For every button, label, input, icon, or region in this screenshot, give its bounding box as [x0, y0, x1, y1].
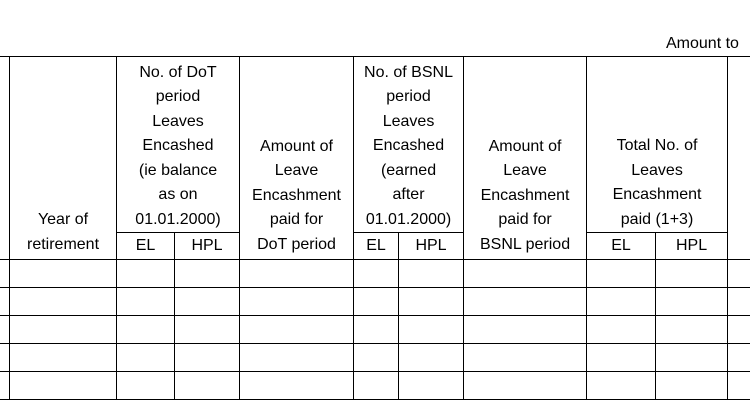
table-cell [175, 260, 240, 288]
table-cell [117, 372, 175, 400]
dot-amount-header [240, 57, 354, 260]
table-cell [117, 260, 175, 288]
table-cell [587, 344, 656, 372]
header-row [0, 57, 750, 233]
bsnl-leaves-encashed-header [354, 57, 464, 233]
table-cell [587, 372, 656, 400]
bsnl-leaves-line-4: Encashed [372, 137, 445, 154]
table-cell [175, 372, 240, 400]
table-cell [587, 260, 656, 288]
dot-hpl-header: HPL [175, 233, 240, 260]
table-cell [240, 316, 354, 344]
bsnl-leaves-line-7: 01.01.2000) [365, 210, 452, 228]
blank-right-header [728, 57, 750, 260]
dot-el-header: EL [117, 233, 175, 260]
table-cell [399, 344, 464, 372]
table-cell [728, 372, 750, 400]
dot-amount-line-2: Leave [274, 162, 319, 179]
total-hpl-header: HPL [656, 233, 728, 260]
table-cell [0, 260, 10, 288]
dot-amount-line-4: paid for [269, 211, 324, 228]
year-of-retirement-line-1: Year of [37, 211, 89, 228]
table-cell [0, 316, 10, 344]
table-cell [354, 316, 399, 344]
dot-leaves-line-2: period [155, 88, 201, 105]
table-cell [587, 316, 656, 344]
total-leaves-line-1: Total No. of [616, 137, 698, 154]
dot-amount-line-1: Amount of [260, 137, 333, 155]
bsnl-leaves-line-1: No. of BSNL [364, 63, 453, 81]
dot-leaves-line-1: No. of DoT [139, 63, 217, 81]
total-leaves-line-3: Encashment [612, 186, 702, 203]
table-cell [728, 288, 750, 316]
table-cell [240, 344, 354, 372]
bsnl-el-header: EL [354, 233, 399, 260]
table-cell [464, 316, 587, 344]
table-cell [117, 316, 175, 344]
total-leaves-line-2: Leaves [631, 161, 683, 179]
table-cell [728, 316, 750, 344]
bsnl-amount-line-3: Encashment [480, 186, 570, 204]
table-row [0, 288, 750, 316]
total-el-header: EL [587, 233, 656, 260]
table-cell [656, 288, 728, 316]
year-of-retirement-line-2: retirement [26, 235, 100, 253]
bsnl-leaves-line-6: after [392, 186, 425, 203]
table-row [0, 316, 750, 344]
dot-leaves-line-4: Encashed [142, 137, 214, 154]
dot-leaves-line-7: 01.01.2000) [135, 210, 221, 228]
amount-to-heading: Amount to [666, 35, 739, 52]
dot-leaves-encashed-header [117, 57, 240, 233]
table-cell [399, 316, 464, 344]
table-cell [354, 288, 399, 316]
table-cell [10, 260, 117, 288]
table-row [0, 260, 750, 288]
bsnl-amount-header [464, 57, 587, 260]
table-cell [464, 260, 587, 288]
table-cell [399, 372, 464, 400]
table-cell [10, 316, 117, 344]
table-cell [656, 260, 728, 288]
dot-leaves-line-6: as on [158, 186, 198, 203]
table-cell [175, 344, 240, 372]
total-leaves-encashed-header [587, 57, 728, 233]
table-cell [0, 372, 10, 400]
table-cell [0, 344, 10, 372]
dot-leaves-line-3: Leaves [152, 112, 204, 130]
table-cell [10, 372, 117, 400]
table-cell [587, 288, 656, 316]
table-cell [399, 260, 464, 288]
dot-amount-line-3: Encashment [252, 186, 341, 204]
leave-encashment-table [0, 56, 750, 400]
blank-left-header [0, 57, 10, 260]
bsnl-leaves-line-2: period [386, 88, 431, 105]
table-cell [464, 372, 587, 400]
table-cell [656, 372, 728, 400]
dot-amount-line-5: DoT period [257, 235, 336, 253]
table-cell [656, 344, 728, 372]
table-cell [354, 372, 399, 400]
table-cell [117, 344, 175, 372]
table-cell [728, 344, 750, 372]
table-cell [399, 288, 464, 316]
bsnl-hpl-header: HPL [399, 233, 464, 260]
table-cell [175, 316, 240, 344]
bsnl-amount-line-1: Amount of [488, 137, 562, 155]
bsnl-leaves-line-3: Leaves [382, 112, 435, 130]
table-cell [240, 260, 354, 288]
table-cell [354, 344, 399, 372]
bsnl-amount-line-4: paid for [498, 211, 552, 228]
dot-leaves-line-5: (ie balance [138, 161, 218, 179]
total-leaves-line-4: paid (1+3) [620, 210, 694, 228]
year-of-retirement-header [10, 57, 117, 260]
table-body [0, 260, 750, 400]
table-cell [656, 316, 728, 344]
table-cell [464, 288, 587, 316]
table-cell [10, 344, 117, 372]
table-cell [240, 288, 354, 316]
bsnl-amount-line-5: BSNL period [479, 235, 571, 253]
table-cell [175, 288, 240, 316]
table-cell [354, 260, 399, 288]
table-cell [10, 288, 117, 316]
table-row [0, 372, 750, 400]
table-row [0, 344, 750, 372]
bsnl-leaves-line-5: (earned [380, 161, 437, 179]
table-cell [117, 288, 175, 316]
table-cell [240, 372, 354, 400]
bsnl-amount-line-2: Leave [503, 162, 547, 179]
table-cell [728, 260, 750, 288]
table-cell [464, 344, 587, 372]
table-cell [0, 288, 10, 316]
